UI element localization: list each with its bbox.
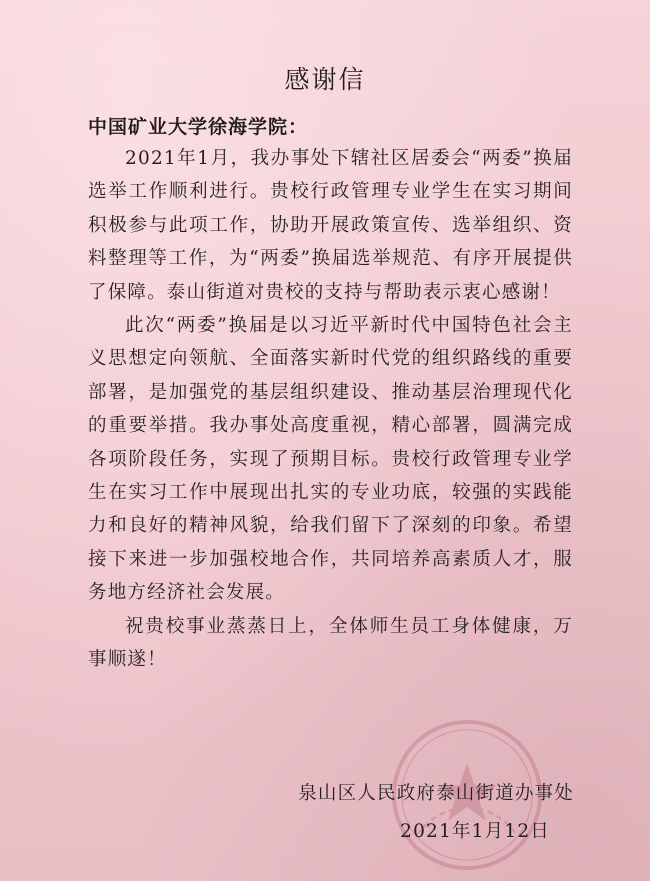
body-paragraph-3: 祝贵校事业蒸蒸日上，全体师生员工身体健康，万事顺遂！ [88,615,573,671]
letter-date: 2021年1月12日 [400,821,550,842]
body-paragraph-1: 2021年1月，我办事处下辖社区居委会“两委”换届选举工作顺利进行。贵校行政管理专业学生在实习期间积极参与此项工作，协助开展政策宣传、选举组织、资料整理等工作，为“两委”换届选举规范、有序开展提供了保障。泰山街道对贵校的支持与帮助表示衷心感谢！ [88,148,573,303]
letter-recipient: 中国矿业大学徐海学院： [88,116,309,138]
letter-signature: 泉山区人民政府泰山街道办事处 [298,783,574,804]
body-paragraph-2: 此次“两委”换届是以习近平新时代中国特色社会主义思想定向领航、全面落实新时代党的组织路线的重要部署，是加强党的基层组织建设、推动基层治理现代化的重要举措。我办事处高度重视，精心部署，圆满完成各项阶段任务，实现了预期目标。贵校行政管理专业学生在实习工作中展现出扎实的专业功底，较强的实践能力和良好的精神风貌，给我们留下了深刻的印象。希望接下来进一步加强校地合作，共同培养高素质人才，服务地方经济社会发展。 [88,315,573,604]
letter-body [88,142,573,677]
letter-title: 感谢信 [284,65,366,94]
